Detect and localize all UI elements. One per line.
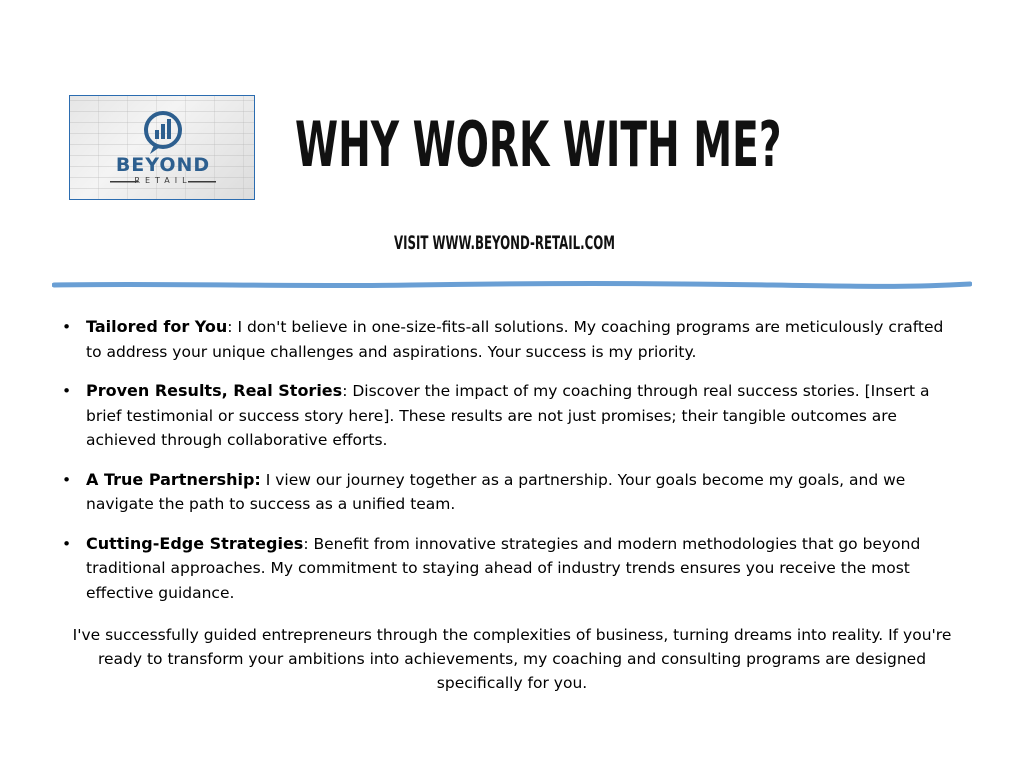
bullet-text: : I don't believe in one-size-fits-all solutions. My coaching programs are meticulously crafted to address your unique challenges and aspirations. Your success is my priority. — [86, 318, 944, 361]
bullet-heading: Tailored for You — [86, 317, 228, 336]
bullet-heading: Cutting-Edge Strategies — [86, 533, 304, 553]
beyond-retail-logo — [69, 95, 255, 200]
logo-tagline: RETAIL — [134, 176, 192, 185]
bullet-heading: A True Partnership: — [86, 469, 261, 489]
list-item — [60, 379, 960, 453]
bullet-icon: • — [62, 382, 72, 400]
list-item — [60, 468, 960, 517]
bullet-text: : Discover the impact of my coaching through real success stories. [Insert a brief testimonial or success story here]. These results are not just promises; their tangible outcomes are achieved through collaborative efforts. — [86, 382, 930, 449]
bullet-icon: • — [62, 534, 72, 553]
divider — [52, 278, 972, 292]
list-item — [60, 315, 960, 364]
bullet-icon: • — [62, 318, 72, 336]
bullet-heading: Proven Results, Real Stories — [86, 381, 343, 400]
bullet-list — [60, 315, 960, 620]
bullet-icon: • — [62, 470, 72, 489]
list-item — [60, 532, 960, 606]
website-link[interactable]: VISIT WWW.BEYOND-RETAIL.COM — [394, 232, 616, 254]
page-title: WHY WORK WITH ME? — [295, 108, 782, 181]
bullet-text: I view our journey together as a partnership. Your goals become my goals, and we navigate the path to success as a unified team. — [86, 470, 906, 513]
closing-paragraph: I've successfully guided entrepreneurs through the complexities of business, turning dreams into reality. If you're ready to transform your ambitions into achievements, my coaching and consulting programs are designed specifically for you. — [72, 626, 952, 692]
logo-name: BEYOND — [115, 154, 211, 176]
bullet-text: : Benefit from innovative strategies and modern methodologies that go beyond traditional approaches. My commitment to staying ahead of industry trends ensures you receive the most effective guidance. — [86, 534, 921, 602]
